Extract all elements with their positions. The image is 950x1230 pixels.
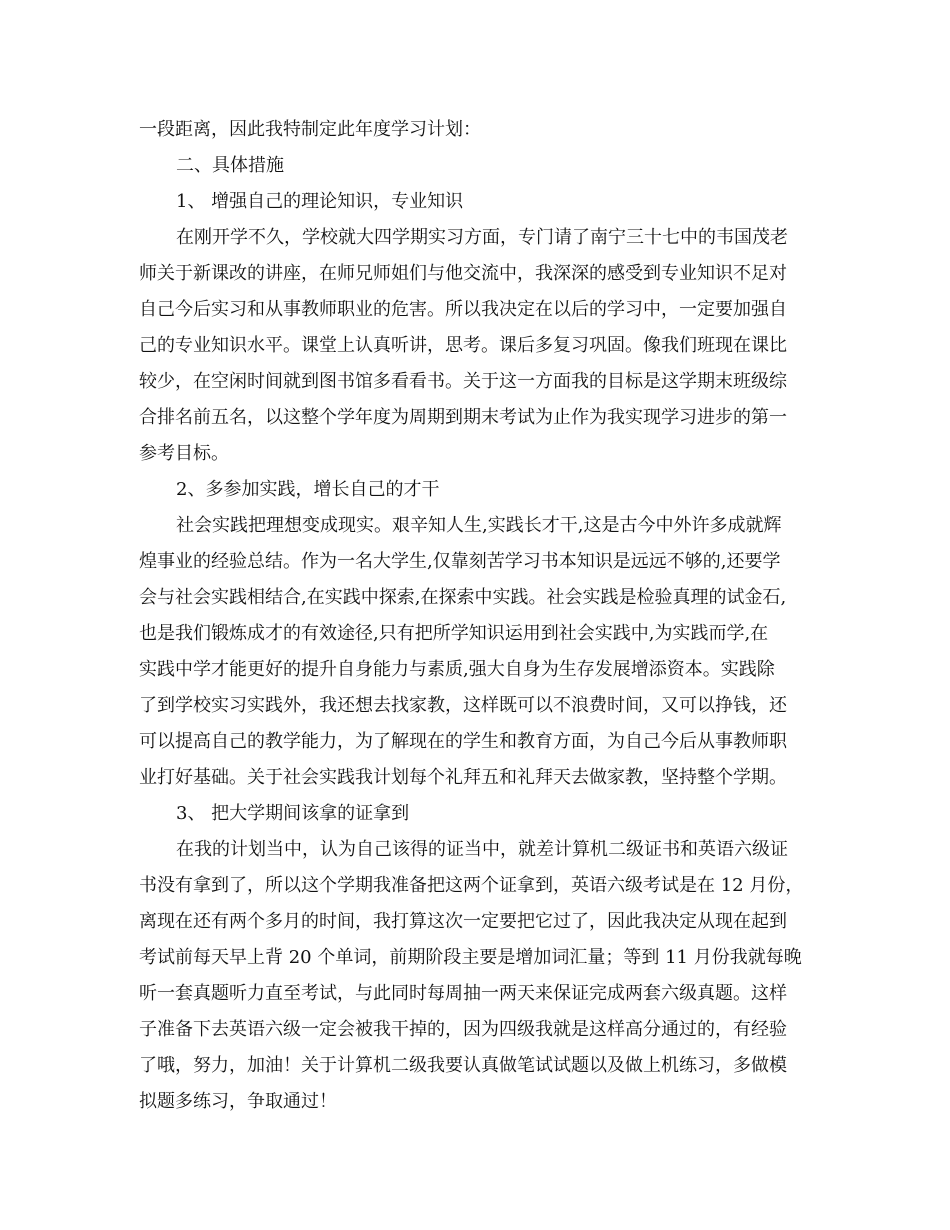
text-line: 会与社会实践相结合,在实践中探索,在探索中实践。社会实践是检验真理的试金石, <box>139 587 787 608</box>
text-line: 参考目标。 <box>139 443 229 464</box>
text-line: 了到学校实习实践外，我还想去找家教，这样既可以不浪费时间，又可以挣钱，还 <box>139 695 787 716</box>
text-line: 己的专业知识水平。课堂上认真听讲，思考。课后多复习巩固。像我们班现在课比 <box>139 335 787 356</box>
text-line: 在我的计划当中，认为自己该得的证当中，就差计算机二级证书和英语六级证 <box>176 839 788 860</box>
text-line: 了哦，努力，加油！关于计算机二级我要认真做笔试试题以及做上机练习，多做模 <box>139 1055 787 1076</box>
text-line: 也是我们锻炼成才的有效途径,只有把所学知识运用到社会实践中,为实践而学,在 <box>139 623 769 644</box>
text-line: 自己今后实习和从事教师职业的危害。所以我决定在以后的学习中，一定要加强自 <box>139 299 787 320</box>
subsection-heading: 1、 增强自己的理论知识，专业知识 <box>176 191 464 212</box>
text-line: 书没有拿到了，所以这个学期我准备把这两个证拿到，英语六级考试是在 12 月份， <box>139 875 804 896</box>
text-line: 师关于新课改的讲座，在师兄师姐们与他交流中，我深深的感受到专业知识不足对 <box>139 263 787 284</box>
text-line: 听一套真题听力直至考试，与此同时每周抽一两天来保证完成两套六级真题。这样 <box>139 983 787 1004</box>
text-line: 子准备下去英语六级一定会被我干掉的，因为四级我就是这样高分通过的，有经验 <box>139 1019 787 1040</box>
text-line: 拟题多练习，争取通过！ <box>139 1091 337 1112</box>
text-line: 考试前每天早上背 20 个单词，前期阶段主要是增加词汇量；等到 11 月份我就每晚 <box>139 947 802 968</box>
text-line: 较少，在空闲时间就到图书馆多看看书。关于这一方面我的目标是这学期末班级综 <box>139 371 787 392</box>
text-line: 业打好基础。关于社会实践我计划每个礼拜五和礼拜天去做家教，坚持整个学期。 <box>139 767 787 788</box>
text-line: 可以提高自己的教学能力，为了解现在的学生和教育方面，为自己今后从事教师职 <box>139 731 787 752</box>
text-line: 煌事业的经验总结。作为一名大学生,仅靠刻苦学习书本知识是远远不够的,还要学 <box>139 551 781 572</box>
text-line: 一段距离，因此我特制定此年度学习计划： <box>139 119 481 140</box>
subsection-heading: 2、多参加实践，增长自己的才干 <box>176 479 440 500</box>
text-line: 社会实践把理想变成现实。艰辛知人生,实践长才干,这是古今中外许多成就辉 <box>176 515 782 536</box>
section-heading: 二、具体措施 <box>176 155 284 176</box>
text-line: 离现在还有两个多月的时间，我打算这次一定要把它过了，因此我决定从现在起到 <box>139 911 787 932</box>
text-line: 在刚开学不久，学校就大四学期实习方面，专门请了南宁三十七中的韦国茂老 <box>176 227 788 248</box>
subsection-heading: 3、 把大学期间该拿的证拿到 <box>176 803 410 824</box>
text-line: 合排名前五名，以这整个学年度为周期到期末考试为止作为我实现学习进步的第一 <box>139 407 787 428</box>
text-line: 实践中学才能更好的提升自身能力与素质,强大自身为生存发展增添资本。实践除 <box>139 659 775 680</box>
